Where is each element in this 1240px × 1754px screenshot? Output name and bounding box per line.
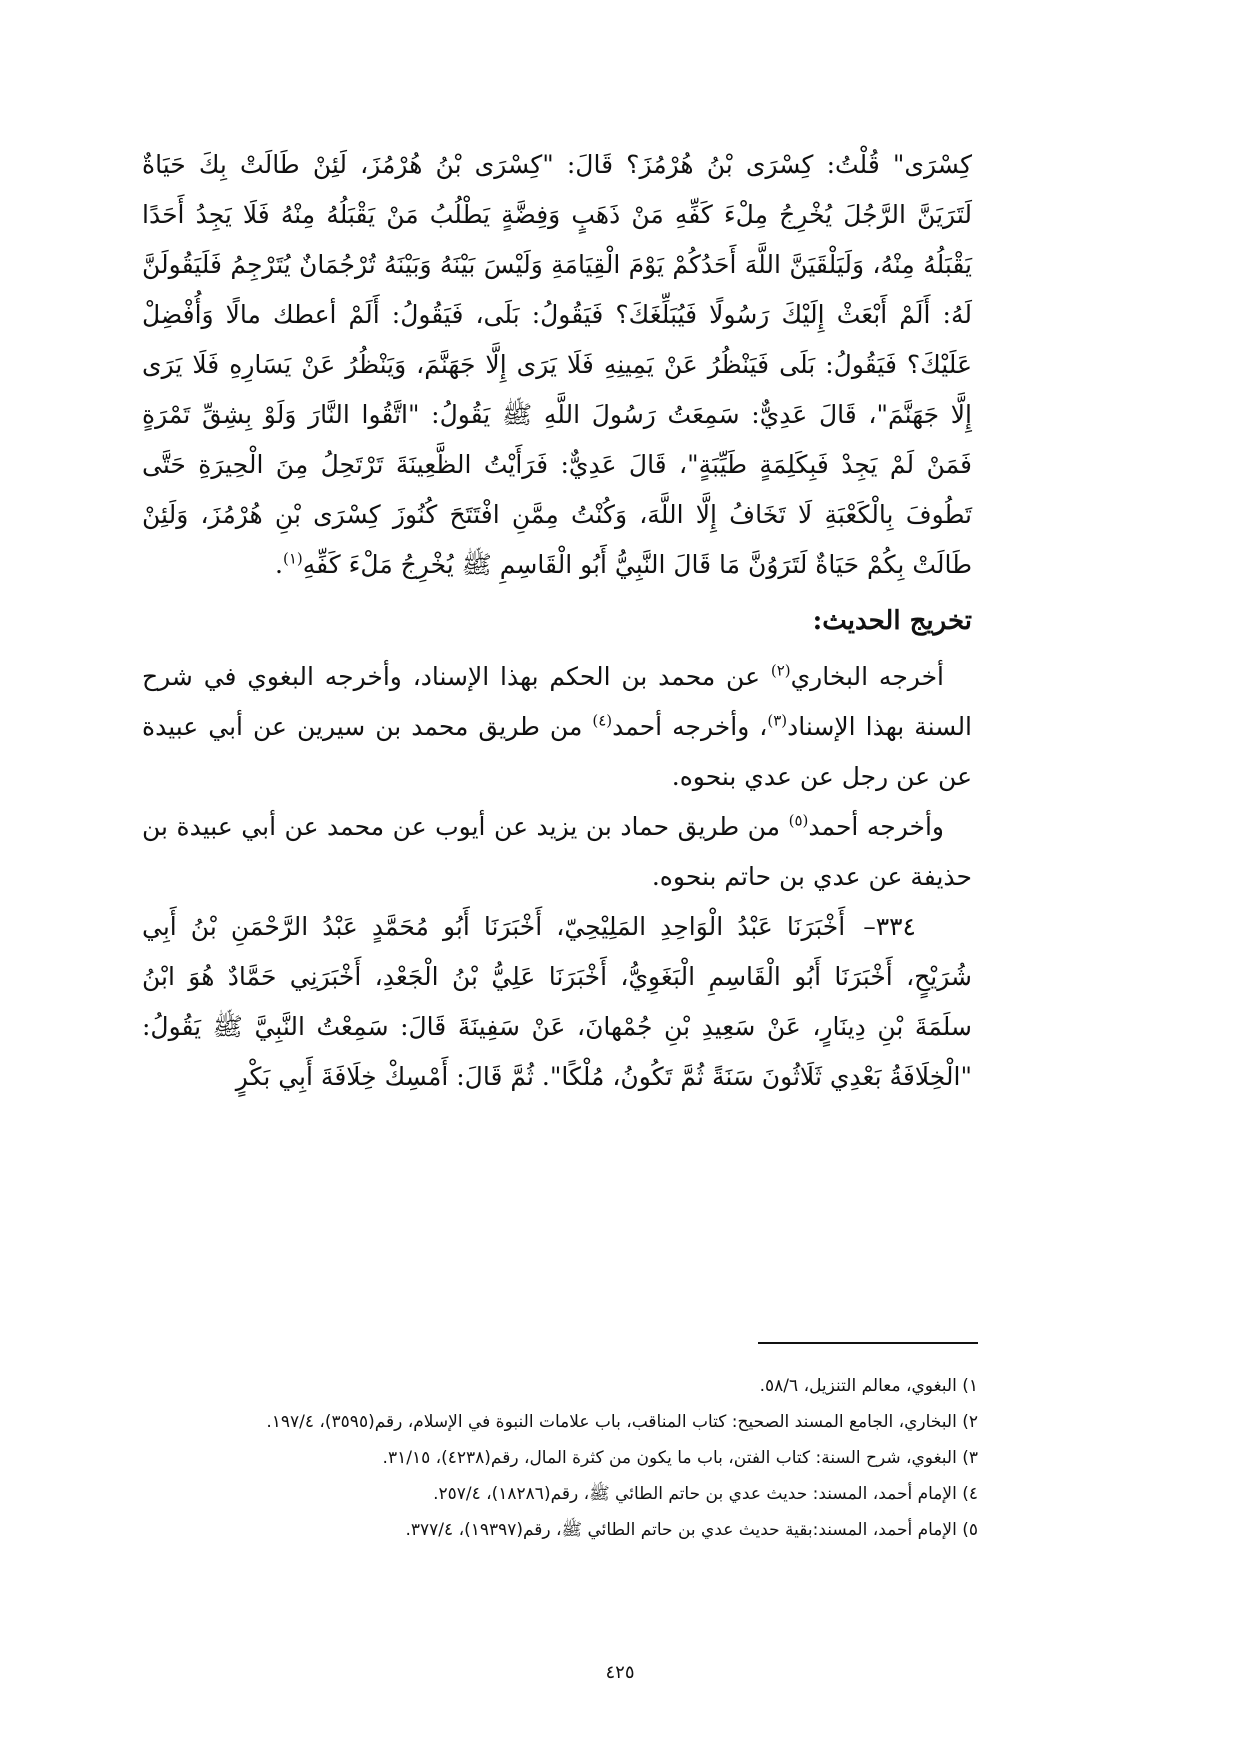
hadith-entry-text: أَخْبَرَنَا عَبْدُ الْوَاحِدِ المَلِيْحِيّ، أَخْبَرَنَا أَبُو مُحَمَّدٍ عَبْدُ الرَّحْمَنِ بْنُ أَبِي شُرَيْحٍ، أَخْبَرَنَا أَبُو الْقَاسِمِ الْبَغَوِيُّ، أَخْبَرَنَا عَلِيُّ بْنُ الْجَعْدِ، أَخْبَرَنِي حَمَّادٌ هُوَ ابْنُ سلَمَةَ بْنِ دِينَارٍ، عَنْ سَعِيدِ بْنِ جُمْهانَ، عَنْ سَفِينَةَ قَالَ: سَمِعْتُ النَّبِيَّ ﷺ يَقُولُ: "الْخِلَافَةُ بَعْدِي ثَلَاثُونَ سَنَةً ثُمَّ تَكُونُ، مُلْكًا". ثُمَّ قَالَ: أَمْسِكْ خِلَافَةَ أَبِي بَكْرٍ [142, 912, 972, 1091]
footnote-ref-5[interactable]: (٥) [788, 811, 809, 830]
footnote-item: ١) البغوي، معالم التنزيل، ٥٨/٦. [759, 1376, 978, 1396]
hadith-text-tail: . [275, 550, 283, 579]
section-heading: تخريج الحديث: [812, 606, 972, 636]
hadith-entry-paragraph [142, 902, 972, 1102]
takhrij-1-part-b: عن محمد بن الحكم بهذا الإسناد، وأخرجه البغوي في شرح السنة بهذا الإسناد [142, 662, 973, 741]
takhrij-2-part-a: وأخرجه أحمد [808, 812, 945, 841]
takhrij-paragraph-2 [142, 802, 972, 902]
footnote-ref-1[interactable]: (١) [282, 549, 303, 568]
footnote-item: ٣) البغوي، شرح السنة: كتاب الفتن، باب ما يكون من كثرة المال، رقم(٤٢٣٨)، ٣١/١٥. [382, 1448, 978, 1468]
takhrij-1-part-d: من طريق محمد بن سيرين عن أبي عبيدة عن عن رجل عن عدي بنحوه. [142, 712, 972, 791]
footnote-item: ٢) البخاري، الجامع المسند الصحيح: كتاب المناقب، باب علامات النبوة في الإسلام، رقم(٣٥٩٥)، ١٩٧/٤. [266, 1412, 978, 1432]
footnote-ref-4[interactable]: (٤) [592, 711, 613, 730]
takhrij-2-part-b: من طريق حماد بن يزيد عن أيوب عن محمد عن أبي عبيدة بن حذيفة عن عدي بن حاتم بنحوه. [142, 812, 972, 891]
takhrij-paragraph-1 [142, 652, 972, 802]
page-number: ٤٢٥ [605, 1662, 635, 1683]
main-text-block [142, 140, 972, 1102]
footnote-ref-2[interactable]: (٢) [770, 661, 791, 680]
hadith-text-paragraph [142, 140, 972, 590]
takhrij-1-part-a: أخرجه البخاري [790, 662, 944, 691]
footnotes-list [118, 1368, 978, 1548]
footnote-item: ٤) الإمام أحمد، المسند: حديث عدي بن حاتم الطائي ﷺ، رقم(١٨٢٨٦)، ٢٥٧/٤. [433, 1484, 978, 1504]
footnote-item: ٥) الإمام أحمد، المسند:بقية حديث عدي بن حاتم الطائي ﷺ، رقم(١٩٣٩٧)، ٣٧٧/٤. [405, 1520, 978, 1540]
hadith-entry-number: ٣٣٤– [863, 912, 916, 941]
takhrij-1-part-c: ، وأخرجه أحمد [612, 712, 768, 741]
hadith-text: كِسْرَى" قُلْتُ: كِسْرَى بْنُ هُرْمُزَ؟ قَالَ: "كِسْرَى بْنُ هُرْمُزَ، لَئِنْ طَالَتْ بِكَ حَيَاةٌ لَتَرَيَنَّ الرَّجُلَ يُخْرِجُ مِلْءَ كَفِّهِ مَنْ ذَهَبٍ وَفِضَّةٍ يَطْلُبُ مَنْ يَقْبَلُهُ مِنْهُ فَلَا يَجِدُ أَحَدًا يَقْبَلُهُ مِنْهُ، وَلَيَلْقَيَنَّ اللَّهَ أَحَدُكُمْ يَوْمَ الْقِيَامَةِ وَلَيْسَ بَيْنَهُ وَبَيْنَهُ تُرْجُمَانٌ يُتَرْجِمُ فَلَيَقُولَنَّ لَهُ: أَلَمْ أَبْعَثْ إِلَيْكَ رَسُولًا فَيُبَلِّغَكَ؟ فَيَقُولُ: بَلَى، فَيَقُولُ: أَلَمْ أعطك مالًا وَأُفْضِلْ عَلَيْكَ؟ فَيَقُولُ: بَلَى فَيَنْظُرُ عَنْ يَمِينِهِ فَلَا يَرَى إِلَّا جَهَنَّمَ، وَيَنْظُرُ عَنْ يَسَارِهِ فَلَا يَرَى إِلَّا جَهَنَّمَ"، قَالَ عَدِيٌّ: سَمِعَتُ رَسُولَ اللَّهِ ﷺ يَقُولُ: "اتَّقُوا النَّارَ وَلَوْ بِشِقِّ تَمْرَةٍ فَمَنْ لَمْ يَجِدْ فَبِكَلِمَةٍ طَيِّبَةٍ"، قَالَ عَدِيٌّ: فَرَأَيْتُ الظَّعِينَةَ تَرْتَحِلُ مِنَ الْحِيرَةِ حَتَّى تَطُوفَ بِالْكَعْبَةِ لَا تَخَافُ إِلَّا اللَّهَ، وَكُنْتُ مِمَّنِ افْتَتَحَ كُنُوزَ كِسْرَى بْنِ هُرْمُزَ، وَلَئِنْ طَالَتْ بِكُمْ حَيَاةٌ لَتَرَوُنَّ مَا قَالَ النَّبِيُّ أَبُو الْقَاسِمِ ﷺ يُخْرِجُ مَلْءَ كَفِّهِ [142, 150, 972, 579]
footnote-ref-3[interactable]: (٣) [767, 711, 788, 730]
footnote-separator [758, 1342, 978, 1344]
